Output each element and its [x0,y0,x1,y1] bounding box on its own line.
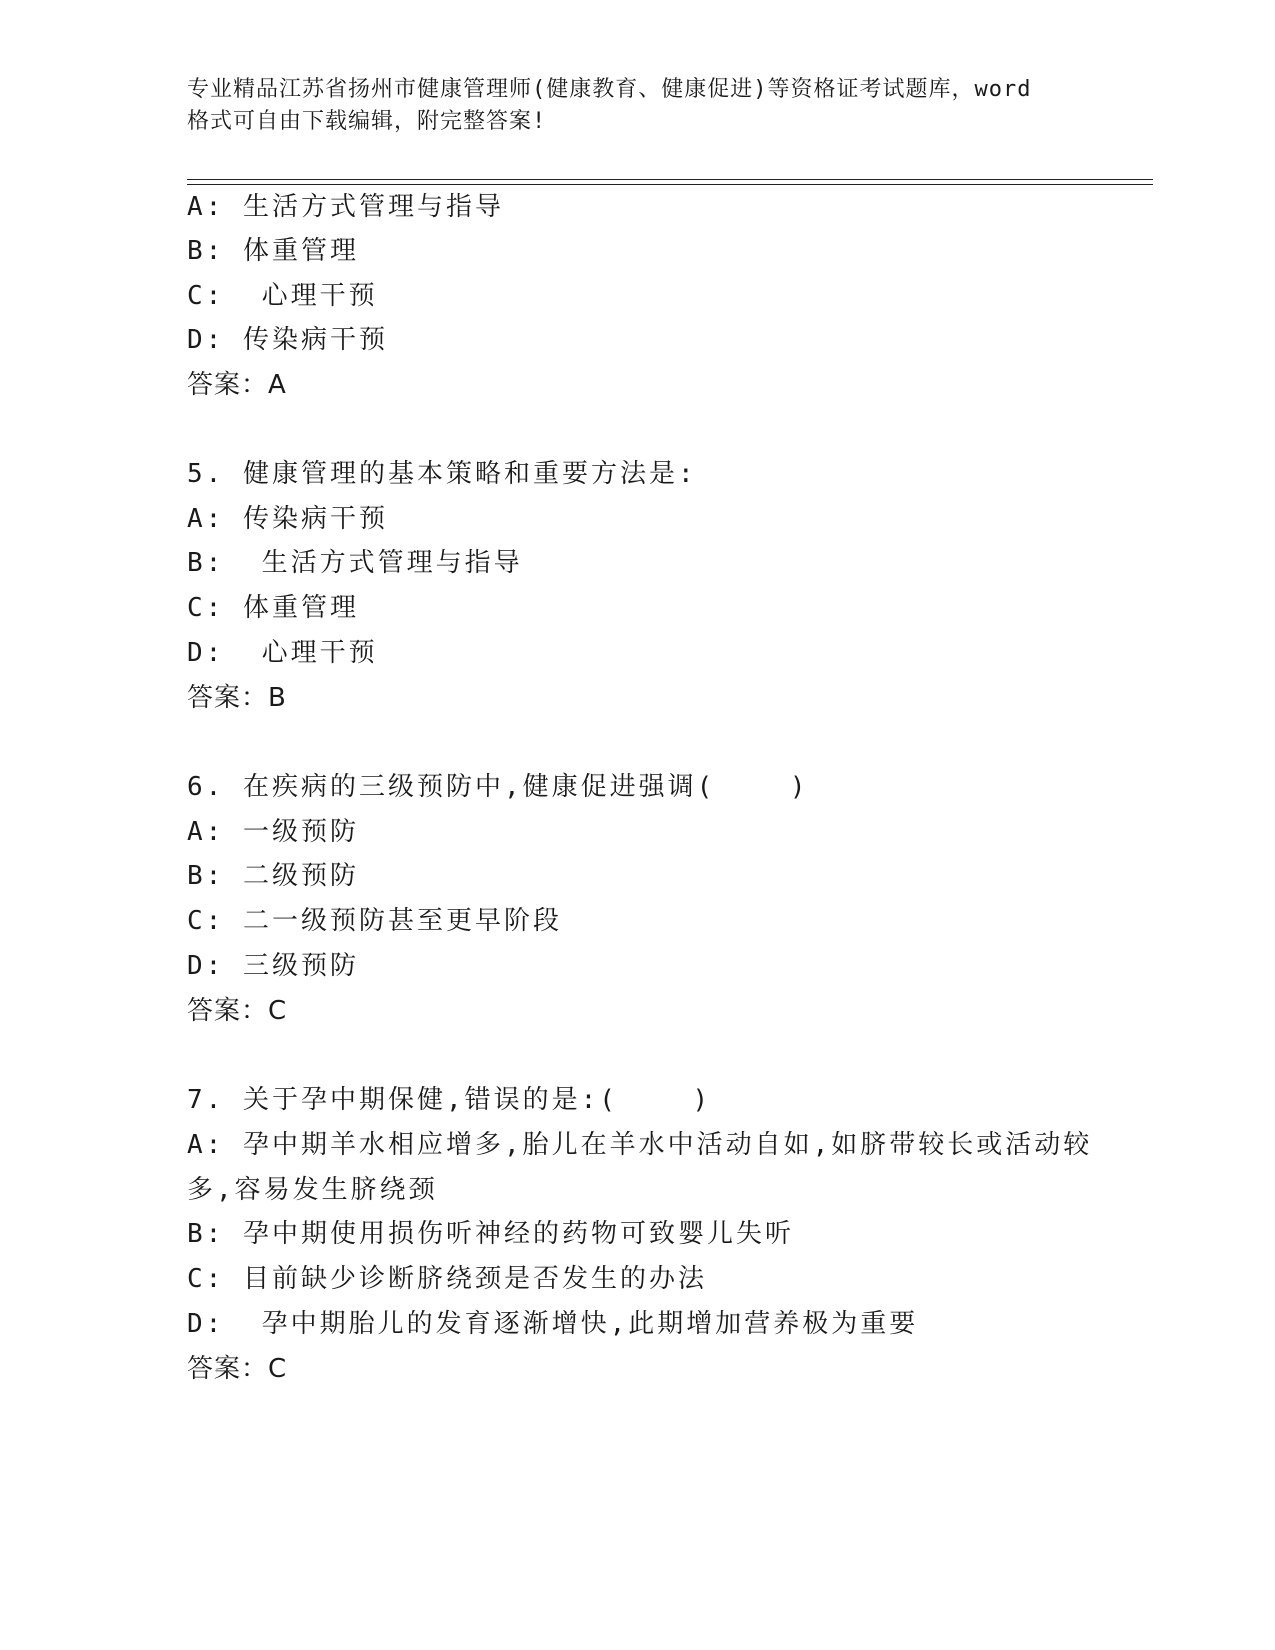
q7-option-b: B: 孕中期使用损伤听神经的药物可致婴儿失听 [187,1219,794,1249]
header-rule-top [187,179,1153,180]
q5-stem: 5. 健康管理的基本策略和重要方法是: [187,459,697,489]
q4-option-a: A: 生活方式管理与指导 [187,192,504,222]
q6-option-b: B: 二级预防 [187,861,359,891]
q4-answer: 答案：A [187,370,287,400]
q6-answer: 答案：C [187,996,288,1026]
q6-option-a: A: 一级预防 [187,817,359,847]
q7-option-a-line-2: 多,容易发生脐绕颈 [187,1175,438,1205]
q5-answer: 答案：B [187,683,287,713]
q4-option-c: C: 心理干预 [187,281,378,311]
q4-option-b: B: 体重管理 [187,236,359,266]
q6-option-d: D: 三级预防 [187,951,359,981]
q7-option-c: C: 目前缺少诊断脐绕颈是否发生的办法 [187,1264,707,1294]
q5-option-a: A: 传染病干预 [187,504,388,534]
header-line-1: 专业精品江苏省扬州市健康管理师(健康教育、健康促进)等资格证考试题库，word [187,77,1032,102]
q4-option-d: D: 传染病干预 [187,325,388,355]
header-line-2: 格式可自由下载编辑，附完整答案! [187,109,547,134]
q5-option-b: B: 生活方式管理与指导 [187,548,523,578]
q5-option-c: C: 体重管理 [187,593,359,623]
q7-option-a-line-1: A: 孕中期羊水相应增多,胎儿在羊水中活动自如,如脐带较长或活动较 [187,1130,1093,1160]
q6-option-c: C: 二一级预防甚至更早阶段 [187,906,562,936]
q7-option-d: D: 孕中期胎儿的发育逐渐增快,此期增加营养极为重要 [187,1309,919,1339]
q5-option-d: D: 心理干预 [187,638,378,668]
header-rule-bottom [187,184,1153,185]
document-header [187,74,1087,138]
q7-stem: 7. 关于孕中期保健,错误的是:( ) [187,1085,712,1115]
q7-answer: 答案：C [187,1354,288,1384]
q6-stem: 6. 在疾病的三级预防中,健康促进强调( ) [187,772,809,802]
